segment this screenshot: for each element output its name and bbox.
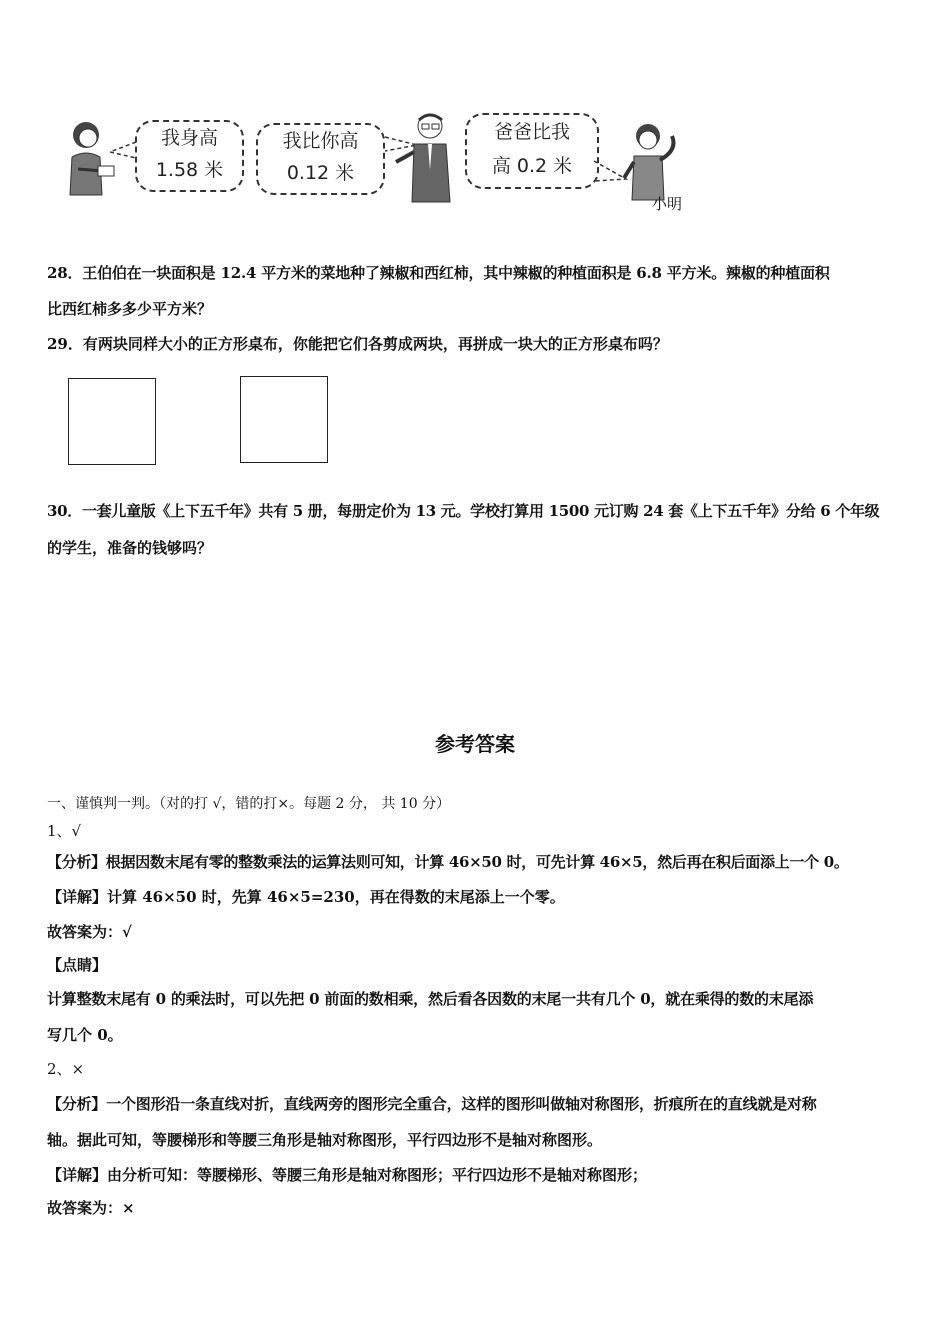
speech-bubble-father — [256, 123, 385, 195]
question-28-line1: 28．王伯伯在一块面积是 12.4 平方米的菜地种了辣椒和西红柿，其中辣椒的种植面积是 6.8 平方米。辣椒的种植面积 — [47, 264, 830, 282]
question-29: 29．有两块同样大小的正方形桌布，你能把它们各剪成两块，再拼成一块大的正方形桌布吗？ — [47, 335, 668, 353]
answer-1-label: 1、√ — [47, 822, 82, 840]
answer-1-answer: 故答案为：√ — [47, 923, 132, 941]
answer-1-detail: 【详解】计算 46×50 时，先算 46×5=230，再在得数的末尾添上一个零。 — [47, 888, 565, 906]
answer-2-analysis-line1: 【分析】一个图形沿一条直线对折，直线两旁的图形完全重合，这样的图形叫做轴对称图形，折痕所在的直线就是对称 — [47, 1095, 817, 1113]
answers-section-1: 一、谨慎判一判。（对的打 √，错的打×。每题 2 分， 共 10 分） — [47, 796, 451, 812]
answer-2-detail: 【详解】由分析可知：等腰梯形、等腰三角形是轴对称图形；平行四边形不是轴对称图形； — [47, 1166, 648, 1184]
square-tablecloth-1 — [68, 378, 156, 465]
bubble-girl-line2: 1.58 米 — [155, 159, 224, 181]
answer-2-answer: 故答案为：× — [47, 1199, 135, 1217]
question-30-line1: 30．一套儿童版《上下五千年》共有 5 册，每册定价为 13 元。学校打算用 1500 元订购 24 套《上下五千年》分给 6 个年级 — [47, 502, 880, 520]
answer-2-label: 2、× — [47, 1060, 85, 1078]
bubble-father-line1: 我比你高 — [282, 130, 359, 152]
answer-1-point-label: 【点睛】 — [47, 956, 108, 974]
bubble-girl-line1: 我身高 — [160, 127, 218, 149]
speech-bubble-xiaoming — [465, 113, 599, 189]
question-28-line2: 比西红柿多多少平方米？ — [47, 300, 213, 318]
answer-2-analysis-line2: 轴。据此可知，等腰梯形和等腰三角形是轴对称图形，平行四边形不是轴对称图形。 — [47, 1131, 603, 1149]
square-tablecloth-2 — [240, 376, 328, 463]
bubble-xiaoming-line1: 爸爸比我 — [493, 121, 570, 143]
bubble-xiaoming-line2: 高 0.2 米 — [491, 155, 573, 177]
illustration — [40, 105, 740, 220]
father-figure-icon — [392, 110, 462, 205]
answers-title: 参考答案 — [435, 732, 515, 756]
answer-1-point-line2: 写几个 0。 — [47, 1026, 123, 1044]
question-30-line2: 的学生，准备的钱够吗？ — [47, 539, 213, 557]
bubble-pointer — [108, 140, 138, 160]
bubble-father-line2: 0.12 米 — [286, 162, 355, 184]
answer-1-analysis: 【分析】根据因数末尾有零的整数乘法的运算法则可知，计算 46×50 时，可先计算 46×5，然后再在积后面添上一个 0。 — [47, 853, 849, 871]
answer-1-point-line1: 计算整数末尾有 0 的乘法时，可以先把 0 前面的数相乘，然后看各因数的末尾一共有几个 0，就在乘得的数的末尾添 — [47, 990, 814, 1008]
speech-bubble-girl — [135, 120, 244, 192]
name-label-xiaoming: 小明 — [652, 195, 683, 213]
